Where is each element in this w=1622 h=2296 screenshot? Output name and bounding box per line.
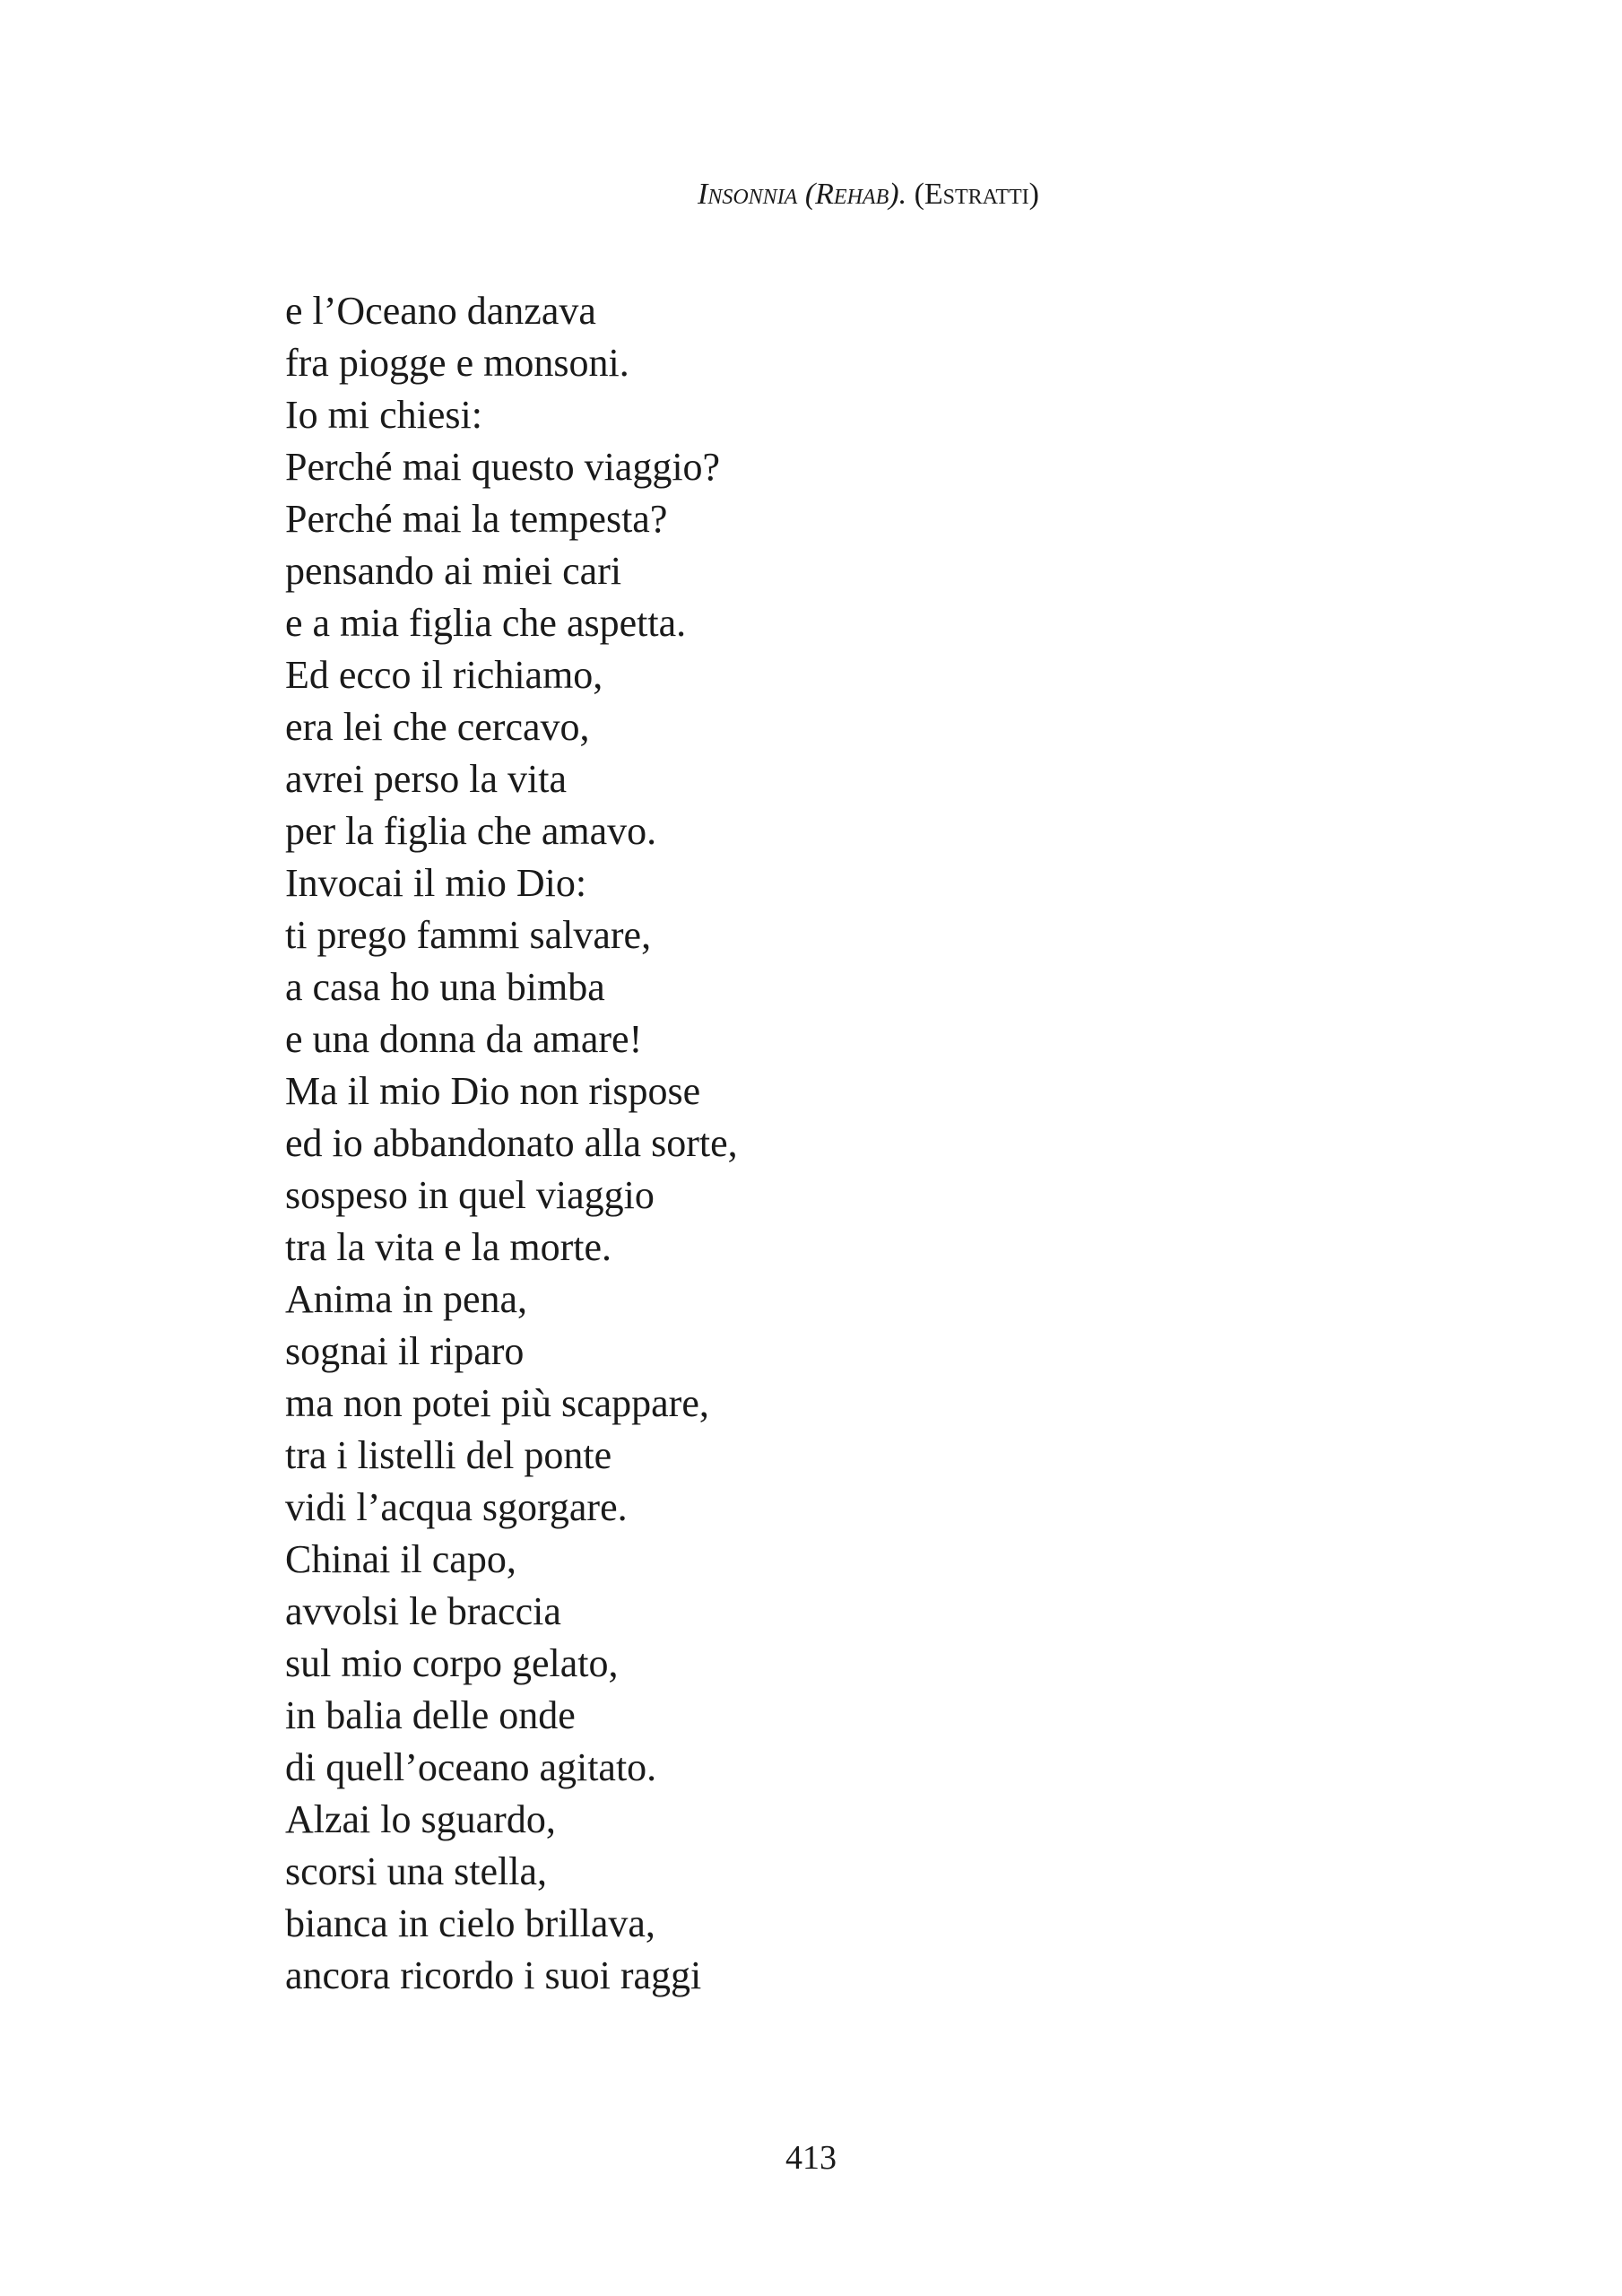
- poem-line: vidi l’acqua sgorgare.: [285, 1485, 628, 1529]
- poem-line: ed io abbandonato alla sorte,: [285, 1121, 738, 1165]
- poem-line: e l’Oceano danzava: [285, 289, 596, 333]
- running-header: [698, 178, 1039, 212]
- poem-line: era lei che cercavo,: [285, 705, 590, 749]
- poem-line: sul mio corpo gelato,: [285, 1641, 619, 1685]
- poem-line: bianca in cielo brillava,: [285, 1901, 655, 1945]
- poem-line: tra la vita e la morte.: [285, 1225, 612, 1269]
- poem-line: Perché mai la tempesta?: [285, 497, 668, 541]
- poem-line: Perché mai questo viaggio?: [285, 445, 721, 489]
- poem-line: Alzai lo sguardo,: [285, 1797, 556, 1841]
- poem-line: per la figlia che amavo.: [285, 809, 657, 853]
- poem-line: ma non potei più scappare,: [285, 1381, 709, 1425]
- poem-line: avrei perso la vita: [285, 757, 567, 801]
- poem-line: Chinai il capo,: [285, 1537, 516, 1581]
- section-subtitle: (Estratti): [914, 178, 1039, 211]
- poem-line: sognai il riparo: [285, 1329, 525, 1373]
- poem-line: e a mia figlia che aspetta.: [285, 601, 687, 645]
- poem-line: a casa ho una bimba: [285, 965, 605, 1009]
- poem-line: avvolsi le braccia: [285, 1589, 561, 1633]
- poem-line: ancora ricordo i suoi raggi: [285, 1953, 702, 1997]
- page-number: 413: [785, 2139, 837, 2177]
- poem-line: Ed ecco il richiamo,: [285, 653, 603, 697]
- poem-line: di quell’oceano agitato.: [285, 1745, 657, 1789]
- poem-line: fra piogge e monsoni.: [285, 341, 629, 385]
- book-title: Insonnia (Rehab).: [698, 178, 907, 211]
- poem-line: pensando ai miei cari: [285, 549, 622, 593]
- poem-line: Io mi chiesi:: [285, 393, 482, 437]
- poem-line: ti prego fammi salvare,: [285, 913, 652, 957]
- poem-line: tra i listelli del ponte: [285, 1433, 612, 1477]
- poem-line: scorsi una stella,: [285, 1849, 548, 1893]
- poem-line: Ma il mio Dio non rispose: [285, 1069, 701, 1113]
- poem-line: Anima in pena,: [285, 1277, 528, 1321]
- poem-line: Invocai il mio Dio:: [285, 861, 587, 905]
- poem-line: sospeso in quel viaggio: [285, 1173, 655, 1217]
- poem-body: [285, 285, 738, 2002]
- poem-line: in balia delle onde: [285, 1693, 576, 1737]
- poem-line: e una donna da amare!: [285, 1017, 643, 1061]
